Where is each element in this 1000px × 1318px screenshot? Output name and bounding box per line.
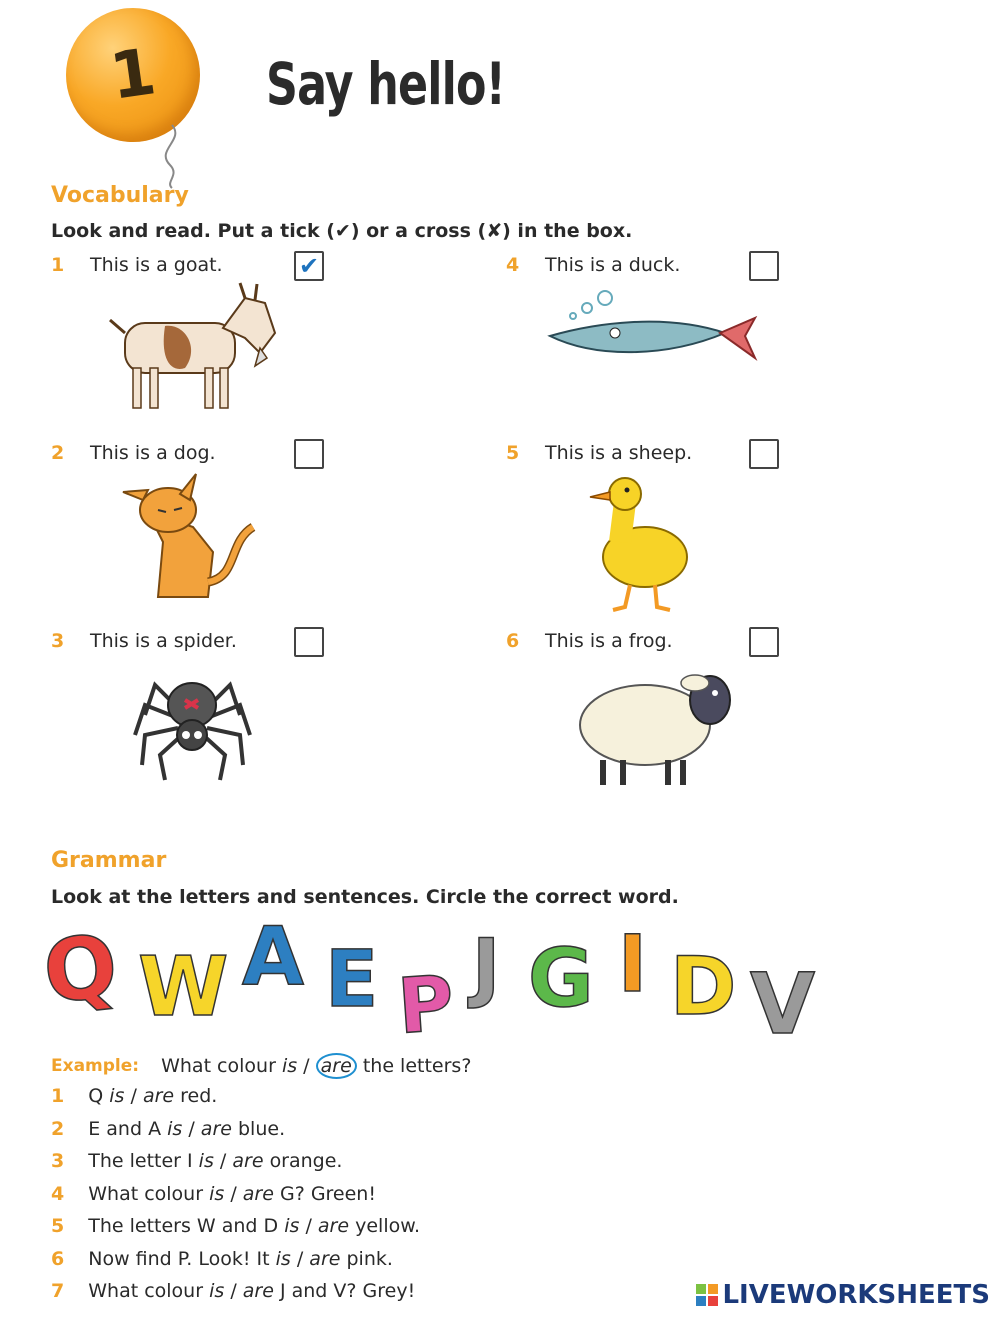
option-is: is — [281, 1055, 298, 1077]
sentence-text: J and V? Grey! — [279, 1280, 416, 1302]
option-are[interactable]: are — [317, 1215, 350, 1237]
option-are[interactable]: are — [200, 1117, 232, 1140]
letter-i: I — [618, 920, 648, 1010]
option-are[interactable]: are — [242, 1182, 274, 1205]
sentence-text: The letters W and D — [88, 1215, 279, 1237]
list-item — [51, 1150, 611, 1183]
sentence-number: 7 — [51, 1280, 65, 1302]
grammar-sentences — [51, 1085, 611, 1313]
sentence-text: Q — [88, 1085, 104, 1107]
option-is[interactable]: is — [198, 1150, 214, 1172]
separator: / — [230, 1182, 237, 1205]
separator: / — [303, 1055, 310, 1077]
logo-icon — [696, 1284, 718, 1306]
list-item — [51, 1280, 611, 1313]
letter-a: A — [242, 910, 304, 1003]
option-are[interactable]: are — [232, 1150, 264, 1172]
sentence-text: pink. — [346, 1247, 393, 1270]
item-number: 2 — [51, 442, 65, 464]
item-number: 3 — [51, 630, 65, 652]
list-item — [51, 1215, 611, 1248]
item-number: 5 — [506, 442, 520, 464]
item-text: This is a spider. — [90, 630, 237, 652]
sentence-text: What colour — [161, 1055, 276, 1077]
item-number: 4 — [506, 254, 520, 276]
sentence-text: the letters? — [362, 1055, 472, 1077]
sheep-picture — [575, 665, 735, 795]
option-is[interactable]: is — [167, 1117, 183, 1140]
sentence-number: 1 — [51, 1085, 65, 1107]
spider-picture — [130, 660, 255, 785]
sentence-text: Now find P. Look! It — [88, 1247, 270, 1270]
item-text: This is a goat. — [90, 254, 223, 276]
letter-e: E — [325, 935, 379, 1025]
example-label: Example: — [51, 1056, 140, 1076]
list-item — [51, 1183, 611, 1216]
item-text: This is a frog. — [545, 630, 673, 652]
item-text: This is a duck. — [545, 254, 681, 276]
vocabulary-instruction: Look and read. Put a tick (✔) or a cross (✘) in the box. — [51, 220, 633, 242]
sentence-text: red. — [180, 1085, 218, 1107]
separator: / — [188, 1117, 195, 1140]
circled-answer — [316, 1053, 357, 1079]
unit-number: 1 — [105, 35, 161, 115]
letter-p: P — [394, 958, 457, 1051]
item-text: This is a sheep. — [545, 442, 693, 464]
letter-g: G — [528, 932, 594, 1025]
fish-picture — [545, 288, 760, 383]
grammar-instruction: Look at the letters and sentences. Circle the correct word. — [51, 886, 679, 908]
sentence-number: 3 — [51, 1150, 65, 1172]
sentence-text: What colour — [88, 1280, 204, 1302]
grammar-heading: Grammar — [51, 848, 167, 873]
list-item — [51, 1118, 611, 1151]
balloon-string — [150, 120, 200, 190]
separator: / — [305, 1215, 312, 1237]
answer-checkbox-1[interactable] — [294, 251, 324, 281]
logo-text: LIVEWORKSHEETS — [722, 1280, 990, 1310]
option-is[interactable]: is — [209, 1182, 225, 1205]
sentence-text: E and A — [88, 1117, 162, 1140]
sentence-text: orange. — [269, 1150, 343, 1172]
sentence-text: blue. — [238, 1117, 286, 1140]
item-number: 6 — [506, 630, 520, 652]
option-is[interactable]: is — [209, 1280, 225, 1302]
answer-checkbox-3[interactable] — [294, 627, 324, 657]
list-item — [51, 1248, 611, 1281]
answer-checkbox-5[interactable] — [749, 439, 779, 469]
cat-picture — [118, 472, 263, 607]
letter-q: Q — [38, 916, 123, 1024]
letter-j: J — [472, 922, 501, 1011]
separator: / — [130, 1085, 137, 1107]
duck-picture — [585, 472, 700, 612]
tick-mark: ✔ — [298, 252, 320, 280]
sentence-number: 4 — [51, 1182, 65, 1205]
sentence-text: G? Green! — [279, 1182, 376, 1205]
sentence-text: What colour — [88, 1182, 204, 1205]
item-text: This is a dog. — [90, 442, 216, 464]
item-number: 1 — [51, 254, 65, 276]
option-are: are — [320, 1055, 352, 1077]
answer-checkbox-2[interactable] — [294, 439, 324, 469]
letter-w: W — [138, 940, 229, 1035]
separator: / — [296, 1247, 304, 1270]
option-is[interactable]: is — [109, 1085, 125, 1107]
sentence-number: 5 — [51, 1215, 65, 1237]
letter-v: V — [750, 955, 816, 1053]
answer-checkbox-6[interactable] — [749, 627, 779, 657]
option-are[interactable]: are — [142, 1085, 175, 1107]
sentence-text: yellow. — [355, 1215, 421, 1237]
letter-d: D — [670, 940, 737, 1033]
goat-picture — [105, 278, 285, 418]
option-are[interactable]: are — [309, 1247, 341, 1270]
option-is[interactable]: is — [275, 1247, 291, 1270]
sentence-text: The letter I — [88, 1150, 193, 1172]
liveworksheets-logo — [696, 1280, 990, 1310]
separator: / — [219, 1150, 227, 1172]
option-is[interactable]: is — [284, 1215, 300, 1237]
vocabulary-heading: Vocabulary — [51, 183, 189, 208]
answer-checkbox-4[interactable] — [749, 251, 779, 281]
separator: / — [230, 1280, 237, 1302]
list-item — [51, 1085, 611, 1118]
sentence-number: 2 — [51, 1117, 65, 1140]
page-title: Say hello! — [266, 50, 505, 118]
example-line — [51, 1053, 471, 1079]
sentence-number: 6 — [51, 1247, 65, 1270]
option-are[interactable]: are — [242, 1280, 274, 1302]
